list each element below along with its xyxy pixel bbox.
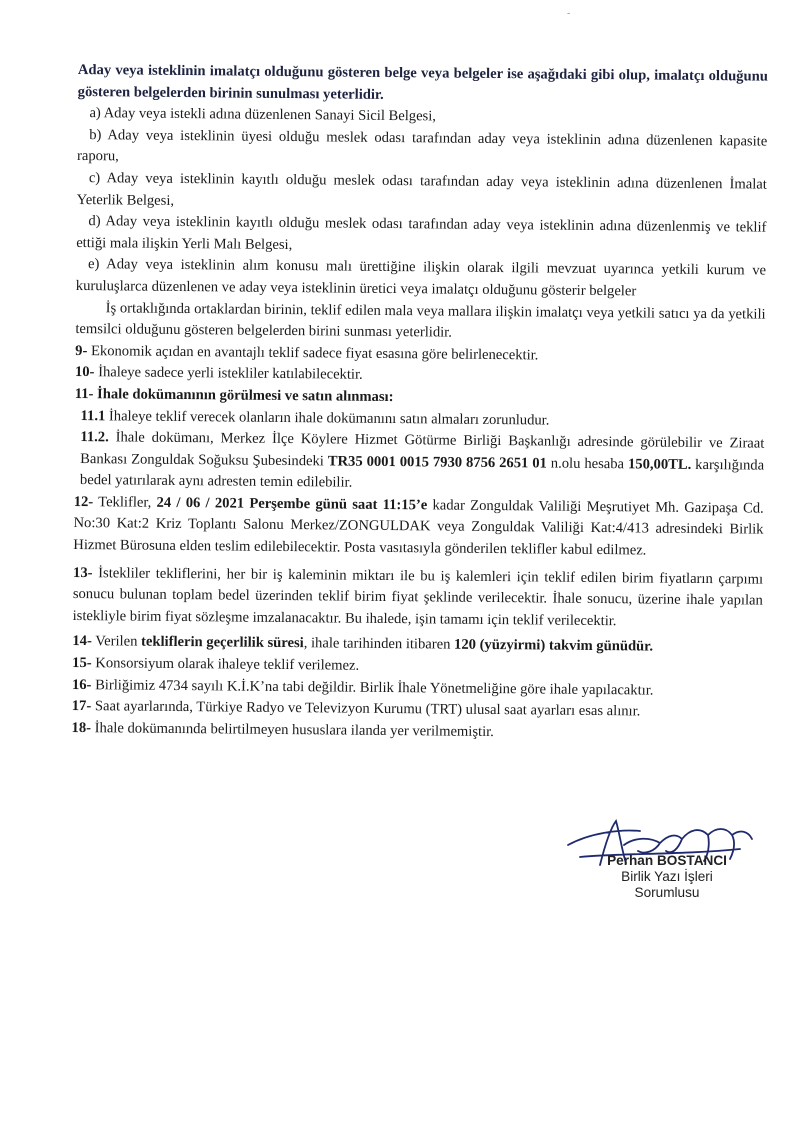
validity-period: 120 (yüzyirmi) takvim günüdür. bbox=[453, 637, 654, 655]
clause-text: n.olu hesaba bbox=[546, 455, 629, 472]
submission-deadline: 24 / 06 / 2021 Perşembe günü saat 11:15’e bbox=[156, 494, 428, 514]
clause-number: 10- bbox=[74, 364, 95, 381]
clause-11-2 bbox=[74, 427, 765, 498]
signatory-title-line2: Sorumlusu bbox=[634, 885, 700, 900]
clause-number: 12- bbox=[73, 493, 94, 511]
clause-number: 9- bbox=[75, 342, 88, 359]
partnership-paragraph: İş ortaklığında ortaklardan birinin, teklif edilen mala veya mallara ilişkin imalatçı veya yetkili satıcı ya da yetkili temsilci olduğunu gösteren belgelerden birini sunması yeterlidir. bbox=[75, 299, 766, 341]
clause-text: İhale dokümanı, Merkez İlçe Köylere Hizmet Götürme Birliği Başkanlığı adresinde görülebilir ve Ziraat Bankası Zonguldak Soğuksu Şubesindeki bbox=[80, 429, 765, 470]
document-body bbox=[71, 60, 767, 746]
clause-text: Ekonomik açıdan en avantajlı teklif sadece fiyat esasına göre belirlenecektir. bbox=[87, 342, 539, 364]
clause-text: İhale dokümanında belirtilmeyen hususlara ilanda yer verilmemiştir. bbox=[90, 719, 494, 740]
clause-text: Saat ayarlarında, Türkiye Radyo ve Televizyon Kurumu (TRT) ulusal saat ayarları esas alınır. bbox=[91, 698, 641, 720]
signatory-name: Perhan BOSTANCI bbox=[607, 853, 727, 868]
signatory-title-line1: Birlik Yazı İşleri bbox=[621, 869, 713, 884]
clause-12 bbox=[73, 492, 764, 563]
list-item-d: d) Aday veya isteklinin kayıtlı olduğu meslek odası tarafından aday veya isteklinin adına düzenlenmiş ve teklif ettiği mala ilişkin Yerli Malı Belgesi, bbox=[76, 213, 767, 253]
validity-label: tekliflerin geçerlilik süresi bbox=[140, 634, 304, 652]
clause-number: 11.2. bbox=[80, 429, 109, 446]
clause-number: 13- bbox=[73, 564, 93, 581]
signature-block bbox=[560, 815, 780, 925]
clause-text: Birliğimiz 4734 sayılı K.İ.K’na tabi değildir. Birlik İhale Yönetmeliğine göre ihale yapılacaktır. bbox=[91, 676, 654, 699]
list-item-e: e) Aday veya isteklinin alım konusu malı ürettiğine ilişkin olarak ilgili mevzuat uyarınca yetkili kurum ve kuruluşlarca düzenlenen ve aday veya isteklinin üretici veya imalatçı olduğunu gösterir belgeler bbox=[75, 256, 767, 300]
corner-mark: - bbox=[567, 8, 571, 19]
clause-number: 18- bbox=[71, 719, 92, 736]
clause-text: karşılığında bedel yatırılarak aynı adresten temin edilebilir. bbox=[79, 456, 765, 491]
list-item-b: b) Aday veya isteklinin üyesi olduğu meslek odası tarafından aday veya isteklinin adına düzenlenen kapasite raporu, bbox=[76, 126, 768, 165]
clause-text: İhaleye teklif verecek olanların ihale dokümanını satın almaları zorunludur. bbox=[105, 407, 550, 429]
clause-text: İhaleye sadece yerli istekliler katılabilecektir. bbox=[94, 364, 363, 384]
list-item-a: a) Aday veya istekli adına düzenlenen Sanayi Sicil Belgesi, bbox=[89, 105, 437, 125]
clause-text: Teklifler, bbox=[93, 494, 157, 511]
clause-11-heading: 11- İhale dokümanının görülmesi ve satın alınması: bbox=[74, 385, 394, 405]
bank-account-number: TR35 0001 0015 7930 8756 2651 01 bbox=[327, 453, 547, 472]
clause-text: Verilen bbox=[91, 633, 142, 651]
clause-number: 14- bbox=[72, 633, 92, 650]
clause-number: 17- bbox=[71, 698, 92, 715]
clause-text: Konsorsiyum olarak ihaleye teklif verilemez. bbox=[91, 655, 360, 674]
clause-number: 11.1 bbox=[80, 407, 106, 424]
clause-number: 15- bbox=[72, 655, 92, 672]
manufacturer-documents-heading: Aday veya isteklinin imalatçı olduğunu gösteren belge veya belgeler ise aşağıdaki gibi olup, imalatçı olduğunu gösteren belgelerden birinin sunulması yeterlidir. bbox=[77, 61, 768, 103]
clause-text: , ihale tarihinden itibaren bbox=[303, 635, 455, 654]
clause-text: İstekliler tekliflerini, her bir iş kaleminin miktarı ile bu iş kalemleri için teklif edilen birim fiyatların çarpımı sonucu bulunan toplam bedel üzerinden teklif birim fiyat şeklinde verilecektir. İhale sonucu, üzerine ihale yapılan istekliyle birim fiyat sözleşme imzalanacaktır. Bu ihalede, işin tamamı için teklif verilecektir. bbox=[72, 564, 764, 630]
signatory bbox=[582, 853, 752, 901]
clause-text: kadar Zonguldak Valiliği Meşrutiyet Mh. Gazipaşa Cd. No:30 Kat:2 Kriz Toplantı Salonu Merkez/ZONGULDAK veya Zonguldak Valiliği Kat:4/413 adresindeki Birlik Hizmet Bürosuna elden teslim edilebilecektir. Posta vasıtasıyla gönderilen teklifler kabul edilmez. bbox=[73, 497, 764, 559]
clause-number: 16- bbox=[71, 676, 92, 693]
list-item-c: c) Aday veya isteklinin kayıtlı olduğu meslek odası tarafından aday veya isteklinin adına düzenlenen İmalat Yeterlik Belgesi, bbox=[76, 170, 767, 209]
document-fee: 150,00TL. bbox=[627, 455, 692, 473]
clause-13 bbox=[73, 563, 764, 634]
